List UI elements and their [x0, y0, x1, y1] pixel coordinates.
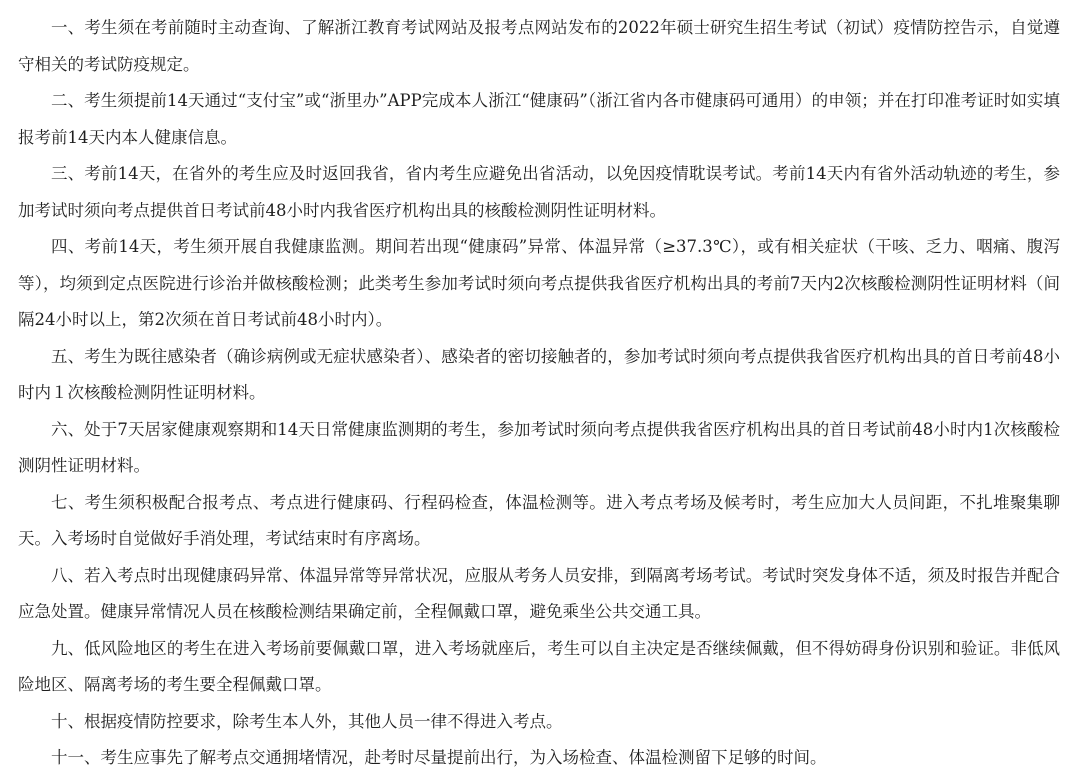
notice-paragraph-9: 九、低风险地区的考生在进入考场前要佩戴口罩，进入考场就座后，考生可以自主决定是否继续佩戴，但不得妨碍身份识别和验证。非低风险地区、隔离考场的考生要全程佩戴口罩。: [18, 638, 1060, 694]
notice-document: [18, 10, 1060, 777]
notice-paragraph-8: 八、若入考点时出现健康码异常、体温异常等异常状况，应服从考务人员安排，到隔离考场考试。考试时突发身体不适，须及时报告并配合应急处置。健康异常情况人员在核酸检测结果确定前，全程佩戴口罩，避免乘坐公共交通工具。: [18, 565, 1060, 621]
notice-paragraph-4: 四、考前14天，考生须开展自我健康监测。期间若出现“健康码”异常、体温异常（≥37.3℃），或有相关症状（干咳、乏力、咽痛、腹泻等），均须到定点医院进行诊治并做核酸检测；此类考生参加考试时须向考点提供我省医疗机构出具的考前7天内2次核酸检测阴性证明材料（间隔24小时以上，第2次须在首日考试前48小时内）。: [18, 237, 1060, 329]
notice-paragraph-1: 一、考生须在考前随时主动查询、了解浙江教育考试网站及报考点网站发布的2022年硕士研究生招生考试（初试）疫情防控告示，自觉遵守相关的考试防疫规定。: [18, 18, 1060, 74]
notice-paragraph-2: 二、考生须提前14天通过“支付宝”或“浙里办”APP完成本人浙江“健康码”（浙江省内各市健康码可通用）的申领；并在打印准考证时如实填报考前14天内本人健康信息。: [18, 91, 1060, 147]
notice-paragraph-11: 十一、考生应事先了解考点交通拥堵情况，赴考时尽量提前出行，为入场检查、体温检测留下足够的时间。: [51, 748, 827, 767]
notice-paragraph-7: 七、考生须积极配合报考点、考点进行健康码、行程码检查，体温检测等。进入考点考场及候考时，考生应加大人员间距，不扎堆聚集聊天。入考场时自觉做好手消处理，考试结束时有序离场。: [18, 492, 1060, 548]
notice-paragraph-6: 六、处于7天居家健康观察期和14天日常健康监测期的考生，参加考试时须向考点提供我省医疗机构出具的首日考试前48小时内1次核酸检测阴性证明材料。: [18, 419, 1060, 475]
notice-paragraph-5: 五、考生为既往感染者（确诊病例或无症状感染者）、感染者的密切接触者的，参加考试时须向考点提供我省医疗机构出具的首日考前48小时内１次核酸检测阴性证明材料。: [18, 346, 1060, 402]
notice-paragraph-10: 十、根据疫情防控要求，除考生本人外，其他人员一律不得进入考点。: [51, 711, 563, 731]
notice-paragraph-3: 三、考前14天，在省外的考生应及时返回我省，省内考生应避免出省活动，以免因疫情耽误考试。考前14天内有省外活动轨迹的考生，参加考试时须向考点提供首日考试前48小时内我省医疗机构出具的核酸检测阴性证明材料。: [18, 164, 1060, 220]
